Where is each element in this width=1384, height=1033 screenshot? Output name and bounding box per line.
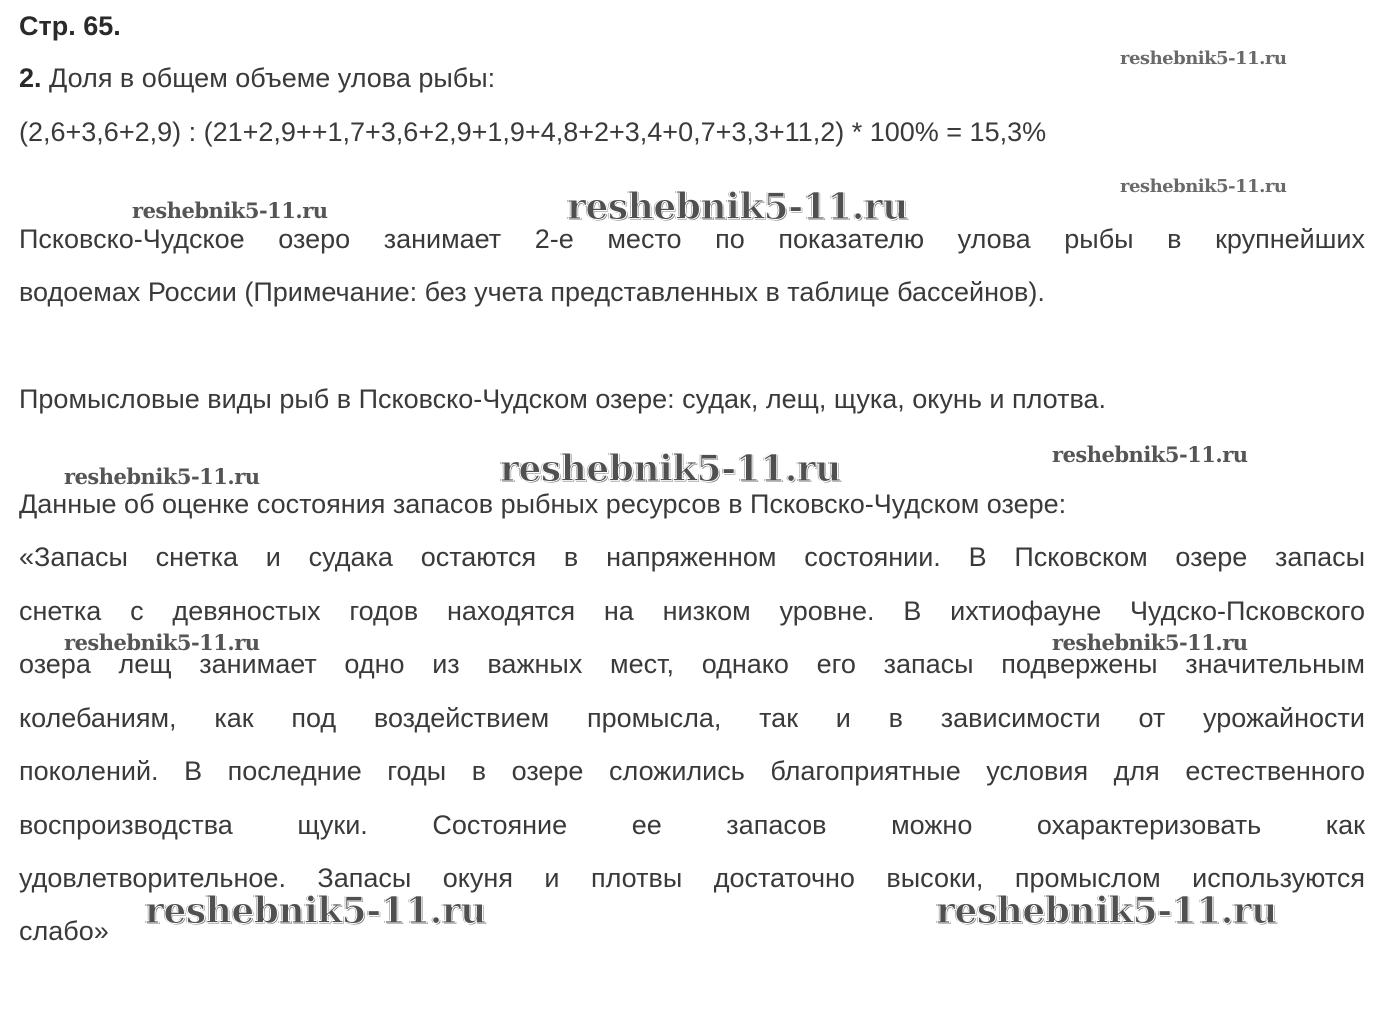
watermark: reshebnik5-11.ru — [1052, 630, 1248, 655]
watermark: reshebnik5-11.ru — [132, 198, 328, 223]
watermark: reshebnik5-11.ru — [936, 890, 1277, 932]
paragraph-2-line-1: Промысловые виды рыб в Псковско-Чудском озере: судак, лещ, щука, окунь и плотва. — [19, 384, 1107, 414]
task-heading — [19, 62, 495, 94]
task-formula: (2,6+3,6+2,9) : (21+2,9++1,7+3,6+2,9+1,9+4,8+2+3,4+0,7+3,3+11,2) * 100% = 15,3% — [19, 117, 1047, 147]
task-number: 2. — [19, 63, 42, 93]
paragraph-3-line-3: снетка с девяностых годов находятся на низком уровне. В ихтиофауне Чудско-Псковского — [19, 596, 1365, 626]
paragraph-3-line-7: воспроизводства щуки. Состояние ее запасов можно охарактеризовать как — [19, 810, 1365, 840]
paragraph-1-line-2: водоемах России (Примечание: без учета представленных в таблице бассейнов). — [19, 277, 1045, 307]
paragraph-3-line-5: колебаниям, как под воздействием промысла, так и в зависимости от урожайности — [19, 703, 1365, 733]
watermark: reshebnik5-11.ru — [567, 186, 908, 228]
watermark: reshebnik5-11.ru — [64, 464, 260, 489]
watermark: reshebnik5-11.ru — [1120, 48, 1287, 69]
page-number: Стр. 65. — [19, 11, 121, 41]
task-title: Доля в общем объеме улова рыбы: — [49, 63, 496, 93]
paragraph-3-line-2: «Запасы снетка и судака остаются в напряженном состоянии. В Псковском озере запасы — [19, 542, 1365, 572]
paragraph-3-line-9: слабо» — [19, 916, 109, 946]
paragraph-3-line-6: поколений. В последние годы в озере сложились благоприятные условия для естественного — [19, 756, 1365, 786]
paragraph-3-line-8: удовлетворительное. Запасы окуня и плотвы достаточно высоки, промыслом используются — [19, 863, 1365, 893]
watermark: reshebnik5-11.ru — [145, 890, 486, 932]
watermark: reshebnik5-11.ru — [1052, 442, 1248, 467]
watermark: reshebnik5-11.ru — [500, 448, 841, 490]
watermark: reshebnik5-11.ru — [64, 630, 260, 655]
paragraph-1-line-1: Псковско-Чудское озеро занимает 2-е место по показателю улова рыбы в крупнейших — [19, 224, 1365, 254]
paragraph-3-line-4: озера лещ занимает одно из важных мест, однако его запасы подвержены значительным — [19, 649, 1365, 679]
watermark: reshebnik5-11.ru — [1120, 176, 1287, 197]
paragraph-3-line-1: Данные об оценке состояния запасов рыбных ресурсов в Псковско-Чудском озере: — [19, 489, 1067, 519]
